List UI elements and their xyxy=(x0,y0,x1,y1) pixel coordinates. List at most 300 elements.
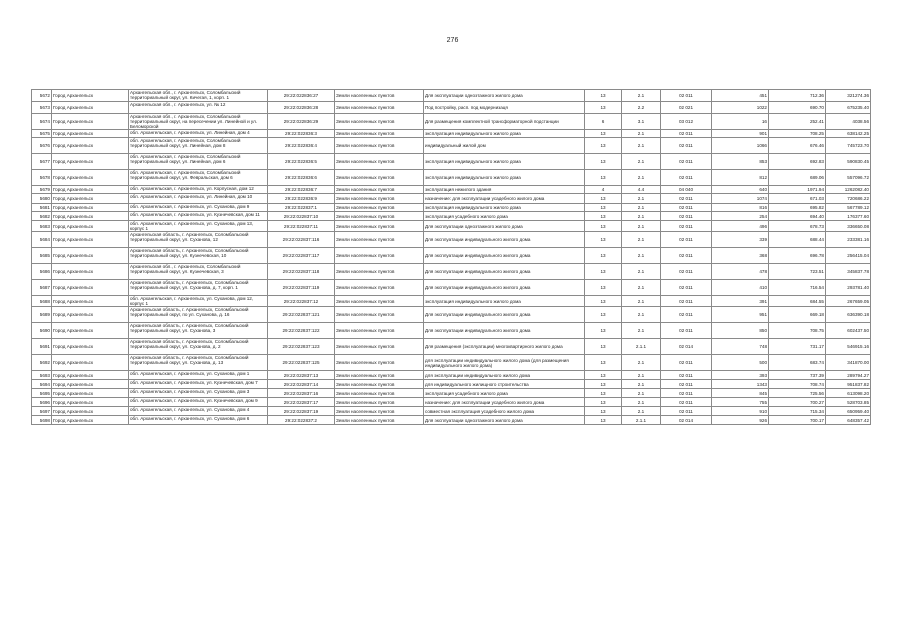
cell-city: Город Архангельск xyxy=(52,380,129,389)
cell-city: Город Архангельск xyxy=(52,194,129,204)
cell-addr: Архангельская обл., г. Архангельск, Соломбальский территориальный округ, ул. Кузнечевская, 3 xyxy=(129,264,268,280)
table-row xyxy=(32,248,871,264)
cell-area: 496 xyxy=(712,221,769,232)
cell-okato: 04 040 xyxy=(661,186,712,194)
cell-addr: обл. Архангельская, г. Архангельск, Соломбальский территориальный округ, ул. Линейная, дом 6 xyxy=(129,154,268,170)
cell-cat: Земли населенных пунктов xyxy=(335,130,424,138)
cell-area: 1343 xyxy=(712,380,769,389)
cell-okato: 03 012 xyxy=(661,114,712,130)
table-row xyxy=(32,380,871,389)
cell-cad: 29:22:022836:28 xyxy=(268,102,335,114)
cell-cad: 29:22:022836:5 xyxy=(268,154,335,170)
cell-okato: 02 011 xyxy=(661,130,712,138)
cell-use: для эксплуатации индивидуального жилого дома (для размещения индивидуального жилого дома) xyxy=(424,355,585,371)
cell-n: 5680 xyxy=(32,194,52,204)
cell-n: 5688 xyxy=(32,296,52,307)
cell-use: Для эксплуатации одноэтажного жилого дома xyxy=(424,90,585,102)
table-row xyxy=(32,221,871,232)
cell-n: 5684 xyxy=(32,232,52,248)
cell-addr: Архангельская область, г. Архангельск, Соломбальский территориальный округ, ул. Суханова, 12 xyxy=(129,232,268,248)
cell-code: 13 xyxy=(585,154,622,170)
table-row xyxy=(32,232,871,248)
cell-code: 13 xyxy=(585,264,622,280)
cell-spec: 252.41 xyxy=(769,114,826,130)
cell-code: 13 xyxy=(585,339,622,355)
cell-spec: 696.78 xyxy=(769,248,826,264)
cell-zone: 2.1 xyxy=(622,90,661,102)
cell-addr: обл. Архангельская, г. Архангельск, ул. Суханова, дом 6 xyxy=(129,416,268,425)
cell-spec: 700.17 xyxy=(769,416,826,425)
cell-cat: Земли населенных пунктов xyxy=(335,339,424,355)
cell-code: 13 xyxy=(585,323,622,339)
cell-addr: обл. Архангельская, г. Архангельск, Соломбальский территориальный округ, ул. Февральская, дом 6 xyxy=(129,170,268,186)
cell-n: 5685 xyxy=(32,248,52,264)
land-registry-table xyxy=(31,89,871,425)
cell-n: 5690 xyxy=(32,323,52,339)
cell-area: 1066 xyxy=(712,138,769,154)
cell-cat: Земли населенных пунктов xyxy=(335,102,424,114)
cell-cat: Земли населенных пунктов xyxy=(335,389,424,398)
cell-cat: Земли населенных пунктов xyxy=(335,114,424,130)
table-row xyxy=(32,398,871,407)
cell-cat: Земли населенных пунктов xyxy=(335,232,424,248)
cell-spec: 700.27 xyxy=(769,398,826,407)
cell-zone: 2.1 xyxy=(622,307,661,323)
cell-cat: Земли населенных пунктов xyxy=(335,221,424,232)
cell-zone: 2.1 xyxy=(622,280,661,296)
cell-val: 557096.72 xyxy=(826,170,871,186)
cell-use: Для эксплуатации одноэтажного жилого дома xyxy=(424,416,585,425)
cell-n: 5682 xyxy=(32,212,52,221)
cell-okato: 02 011 xyxy=(661,307,712,323)
cell-area: 478 xyxy=(712,264,769,280)
cell-n: 5683 xyxy=(32,221,52,232)
cell-spec: 694.40 xyxy=(769,212,826,221)
table-row xyxy=(32,90,871,102)
cell-city: Город Архангельск xyxy=(52,389,129,398)
cell-zone: 2.1 xyxy=(622,296,661,307)
cell-val: 720686.22 xyxy=(826,194,871,204)
cell-n: 5695 xyxy=(32,389,52,398)
cell-val: 638142.25 xyxy=(826,130,871,138)
cell-zone: 2.1.1 xyxy=(622,416,661,425)
cell-city: Город Архангельск xyxy=(52,154,129,170)
cell-city: Город Архангельск xyxy=(52,323,129,339)
cell-okato: 02 011 xyxy=(661,264,712,280)
cell-addr: Архангельская область, г. Архангельск, Соломбальский территориальный округ, по ул. Суханова, д. 16 xyxy=(129,307,268,323)
cell-use: эксплуатация усадебного жилого дома xyxy=(424,212,585,221)
cell-area: 254 xyxy=(712,212,769,221)
cell-spec: 689.06 xyxy=(769,170,826,186)
table-row xyxy=(32,355,871,371)
cell-cat: Земли населенных пунктов xyxy=(335,90,424,102)
cell-area: 951 xyxy=(712,307,769,323)
cell-val: 602437.50 xyxy=(826,323,871,339)
cell-city: Город Архангельск xyxy=(52,232,129,248)
table-row xyxy=(32,407,871,416)
cell-spec: 688.44 xyxy=(769,232,826,248)
cell-val: 567789.12 xyxy=(826,204,871,212)
table-row xyxy=(32,194,871,204)
cell-area: 901 xyxy=(712,130,769,138)
cell-zone: 2.1 xyxy=(622,264,661,280)
cell-val: 528703.85 xyxy=(826,398,871,407)
cell-use: для эксплуатации индивидуального жилого дома xyxy=(424,371,585,380)
cell-code: 13 xyxy=(585,380,622,389)
cell-cat: Земли населенных пунктов xyxy=(335,416,424,425)
cell-code: 13 xyxy=(585,398,622,407)
cell-n: 5697 xyxy=(32,407,52,416)
table-row xyxy=(32,138,871,154)
cell-okato: 02 011 xyxy=(661,204,712,212)
cell-spec: 692.83 xyxy=(769,154,826,170)
cell-use: индивидуальный жилой дом xyxy=(424,138,585,154)
cell-addr: Архангельская обл., г. Архангельск, Соломбальский территориальный округ, ул. Кичегая, 1, корп. 1 xyxy=(129,90,268,102)
cell-spec: 737.39 xyxy=(769,371,826,380)
cell-okato: 02 011 xyxy=(661,90,712,102)
cell-cat: Земли населенных пунктов xyxy=(335,248,424,264)
cell-addr: обл. Архангельская, г. Архангельск, ул. Суханова, дом 13, корпус 1 xyxy=(129,221,268,232)
table-body xyxy=(32,90,871,425)
table-row xyxy=(32,170,871,186)
cell-use: эксплуатация индивидуального жилого дома xyxy=(424,154,585,170)
cell-use: эксплуатация индивидуального жилого дома xyxy=(424,130,585,138)
cell-n: 5678 xyxy=(32,170,52,186)
cell-cat: Земли населенных пунктов xyxy=(335,407,424,416)
cell-use: Для эксплуатации индивидуального жилого дома xyxy=(424,248,585,264)
cell-city: Город Архангельск xyxy=(52,371,129,380)
cell-cat: Земли населенных пунктов xyxy=(335,204,424,212)
cell-use: Для размещения (эксплуатации) многоквартирного жилого дома xyxy=(424,339,585,355)
cell-cat: Земли населенных пунктов xyxy=(335,371,424,380)
cell-code: 13 xyxy=(585,371,622,380)
cell-addr: обл. Архангельская, г. Архангельск, ул. Суханова, дом 3 xyxy=(129,389,268,398)
cell-area: 451 xyxy=(712,90,769,102)
cell-okato: 02 011 xyxy=(661,170,712,186)
cell-code: 13 xyxy=(585,296,622,307)
cell-city: Город Архангельск xyxy=(52,204,129,212)
cell-spec: 669.18 xyxy=(769,307,826,323)
cell-spec: 715.34 xyxy=(769,407,826,416)
cell-okato: 02 011 xyxy=(661,138,712,154)
table-row xyxy=(32,389,871,398)
cell-spec: 708.75 xyxy=(769,323,826,339)
cell-code: 13 xyxy=(585,355,622,371)
cell-cat: Земли населенных пунктов xyxy=(335,170,424,186)
cell-cad: 29:22:022836:6 xyxy=(268,170,335,186)
cell-area: 16 xyxy=(712,114,769,130)
cell-city: Город Архангельск xyxy=(52,339,129,355)
cell-n: 5675 xyxy=(32,130,52,138)
cell-zone: 2.1 xyxy=(622,232,661,248)
cell-addr: обл. Архангельская, г. Архангельск, ул. Корпусная, дом 12 xyxy=(129,186,268,194)
cell-zone: 2.1 xyxy=(622,323,661,339)
table-row xyxy=(32,371,871,380)
cell-cad: 29:22:022837:1 xyxy=(268,204,335,212)
cell-val: 345837.78 xyxy=(826,264,871,280)
cell-area: 812 xyxy=(712,170,769,186)
cell-area: 748 xyxy=(712,339,769,355)
cell-val: 650959.40 xyxy=(826,407,871,416)
cell-okato: 02 021 xyxy=(661,102,712,114)
cell-cad: 29:22:022837:122 xyxy=(268,323,335,339)
cell-city: Город Архангельск xyxy=(52,114,129,130)
cell-cat: Земли населенных пунктов xyxy=(335,355,424,371)
cell-val: 176377.60 xyxy=(826,212,871,221)
table-row xyxy=(32,416,871,425)
cell-val: 336650.08 xyxy=(826,221,871,232)
cell-zone: 2.1 xyxy=(622,248,661,264)
cell-okato: 02 011 xyxy=(661,398,712,407)
cell-cad: 29:22:022836:4 xyxy=(268,138,335,154)
cell-code: 13 xyxy=(585,307,622,323)
cell-addr: обл. Архангельская, г. Архангельск, ул. Суханова, дом 12, корпус 1 xyxy=(129,296,268,307)
cell-okato: 02 011 xyxy=(661,407,712,416)
cell-code: 13 xyxy=(585,138,622,154)
table-row xyxy=(32,114,871,130)
cell-okato: 02 011 xyxy=(661,371,712,380)
cell-n: 5673 xyxy=(32,102,52,114)
cell-city: Город Архангельск xyxy=(52,248,129,264)
table-row xyxy=(32,264,871,280)
cell-area: 845 xyxy=(712,389,769,398)
cell-cad: 29:22:022837:13 xyxy=(268,371,335,380)
cell-zone: 2.1 xyxy=(622,194,661,204)
cell-okato: 02 011 xyxy=(661,212,712,221)
cell-val: 289794.27 xyxy=(826,371,871,380)
cell-val: 675235.40 xyxy=(826,102,871,114)
cell-zone: 3.1 xyxy=(622,114,661,130)
cell-code: 13 xyxy=(585,389,622,398)
cell-okato: 02 011 xyxy=(661,154,712,170)
cell-cad: 29:22:022837:19 xyxy=(268,407,335,416)
cell-val: 341870.00 xyxy=(826,355,871,371)
cell-use: Для размещения комплектной трансформаторной подстанции xyxy=(424,114,585,130)
cell-addr: обл. Архангельская, г. Архангельск, ул. Кузнечевская, дом 11 xyxy=(129,212,268,221)
cell-code: 13 xyxy=(585,248,622,264)
cell-area: 755 xyxy=(712,398,769,407)
cell-cat: Земли населенных пунктов xyxy=(335,154,424,170)
table-row xyxy=(32,307,871,323)
cell-val: 321274.36 xyxy=(826,90,871,102)
cell-spec: 690.70 xyxy=(769,102,826,114)
cell-cat: Земли населенных пунктов xyxy=(335,323,424,339)
cell-n: 5692 xyxy=(32,355,52,371)
cell-city: Город Архангельск xyxy=(52,212,129,221)
cell-okato: 02 011 xyxy=(661,389,712,398)
cell-city: Город Архангельск xyxy=(52,280,129,296)
cell-use: Под постройку, расп. под модернизаця xyxy=(424,102,585,114)
cell-cad: 29:22:022836:9 xyxy=(268,194,335,204)
cell-city: Город Архангельск xyxy=(52,355,129,371)
cell-area: 391 xyxy=(712,296,769,307)
cell-code: 13 xyxy=(585,232,622,248)
cell-city: Город Архангельск xyxy=(52,170,129,186)
cell-area: 853 xyxy=(712,154,769,170)
cell-city: Город Архангельск xyxy=(52,296,129,307)
cell-spec: 716.54 xyxy=(769,280,826,296)
cell-okato: 02 014 xyxy=(661,339,712,355)
cell-zone: 2.1 xyxy=(622,355,661,371)
cell-zone: 2.1 xyxy=(622,212,661,221)
cell-city: Город Архангельск xyxy=(52,102,129,114)
cell-cad: 29:22:022837:125 xyxy=(268,355,335,371)
cell-addr: обл. Архангельская, г. Архангельск, ул. Суханова, дом 9 xyxy=(129,204,268,212)
cell-val: 1262082.40 xyxy=(826,186,871,194)
cell-use: Для эксплуатации одноэтажного жилого дома xyxy=(424,221,585,232)
cell-use: Для эксплуатации индивидуального жилого дома xyxy=(424,232,585,248)
cell-cad: 29:22:022836:7 xyxy=(268,186,335,194)
cell-zone: 2.1 xyxy=(622,380,661,389)
cell-code: 13 xyxy=(585,280,622,296)
cell-code: 6 xyxy=(585,114,622,130)
cell-spec: 671.03 xyxy=(769,194,826,204)
cell-okato: 02 014 xyxy=(661,416,712,425)
cell-cat: Земли населенных пунктов xyxy=(335,398,424,407)
cell-zone: 4.4 xyxy=(622,186,661,194)
cell-val: 267659.05 xyxy=(826,296,871,307)
cell-use: для индивидуального жилищного строительства xyxy=(424,380,585,389)
cell-addr: Архангельская область, г. Архангельск, Соломбальский территориальный округ, ул. Суханова, д. 13 xyxy=(129,355,268,371)
cell-n: 5687 xyxy=(32,280,52,296)
cell-code: 13 xyxy=(585,416,622,425)
cell-spec: 708.74 xyxy=(769,380,826,389)
cell-spec: 678.73 xyxy=(769,221,826,232)
cell-zone: 2.1 xyxy=(622,398,661,407)
cell-addr: Архангельская область, г. Архангельск, Соломбальский территориальный округ, ул. Кузнечевская, 10 xyxy=(129,248,268,264)
table-row xyxy=(32,323,871,339)
cell-area: 368 xyxy=(712,248,769,264)
cell-cad: 29:22:022836:29 xyxy=(268,114,335,130)
cell-code: 4 xyxy=(585,186,622,194)
cell-okato: 02 011 xyxy=(661,380,712,389)
cell-zone: 2.2 xyxy=(622,102,661,114)
cell-use: эксплуатация индивидуального жилого дома xyxy=(424,170,585,186)
cell-cat: Земли населенных пунктов xyxy=(335,264,424,280)
cell-code: 13 xyxy=(585,407,622,416)
cell-area: 393 xyxy=(712,371,769,380)
cell-area: 926 xyxy=(712,416,769,425)
cell-n: 5691 xyxy=(32,339,52,355)
cell-cad: 29:22:022837:117 xyxy=(268,248,335,264)
cell-city: Город Архангельск xyxy=(52,307,129,323)
cell-city: Город Архангельск xyxy=(52,264,129,280)
cell-n: 5681 xyxy=(32,204,52,212)
cell-code: 13 xyxy=(585,221,622,232)
cell-val: 613098.20 xyxy=(826,389,871,398)
cell-addr: Архангельская обл., г. Архангельск, ул. № 12 xyxy=(129,102,268,114)
cell-okato: 02 011 xyxy=(661,248,712,264)
cell-use: Для эксплуатации индивидуального жилого дома xyxy=(424,264,585,280)
table-row xyxy=(32,280,871,296)
cell-area: 1022 xyxy=(712,102,769,114)
cell-city: Город Архангельск xyxy=(52,407,129,416)
cell-zone: 2.1 xyxy=(622,130,661,138)
cell-spec: 684.55 xyxy=(769,296,826,307)
table-row xyxy=(32,154,871,170)
cell-val: 233381.16 xyxy=(826,232,871,248)
cell-cad: 29:22:022837:17 xyxy=(268,398,335,407)
cell-n: 5694 xyxy=(32,380,52,389)
cell-addr: Архангельская область, г. Архангельск, Соломбальский территориальный округ, ул. Суханова, 3 xyxy=(129,323,268,339)
cell-city: Город Архангельск xyxy=(52,130,129,138)
cell-val: 293781.40 xyxy=(826,280,871,296)
table-row xyxy=(32,130,871,138)
cell-code: 13 xyxy=(585,170,622,186)
cell-zone: 2.1 xyxy=(622,389,661,398)
cell-zone: 2.1.1 xyxy=(622,339,661,355)
cell-use: назначение: для эксплуатации усадебного жилого дома xyxy=(424,194,585,204)
cell-okato: 02 011 xyxy=(661,296,712,307)
cell-n: 5677 xyxy=(32,154,52,170)
cell-cat: Земли населенных пунктов xyxy=(335,138,424,154)
cell-addr: Архангельская область, г. Архангельск, Соломбальский территориальный округ, ул. Суханова, д. 7, корп. 1 xyxy=(129,280,268,296)
cell-use: назначение: для эксплуатации усадебного жилого дома xyxy=(424,398,585,407)
cell-addr: обл. Архангельская, г. Архангельск, ул. Кузнечевская, дом 9 xyxy=(129,398,268,407)
table-row xyxy=(32,102,871,114)
cell-city: Город Архангельск xyxy=(52,416,129,425)
cell-city: Город Архангельск xyxy=(52,138,129,154)
cell-code: 13 xyxy=(585,204,622,212)
cell-cad: 29:22:022837:16 xyxy=(268,389,335,398)
cell-zone: 2.1 xyxy=(622,204,661,212)
table-row xyxy=(32,186,871,194)
cell-cad: 29:22:022837:119 xyxy=(268,280,335,296)
cell-city: Город Архангельск xyxy=(52,398,129,407)
cell-zone: 2.1 xyxy=(622,154,661,170)
cell-use: эксплуатация усадебного жилого дома xyxy=(424,389,585,398)
cell-n: 5698 xyxy=(32,416,52,425)
cell-cad: 29:22:022837:11 xyxy=(268,221,335,232)
cell-addr: Архангельская область, г. Архангельск, Соломбальский территориальный округ, ул. Суханова, д. 2 xyxy=(129,339,268,355)
cell-cat: Земли населенных пунктов xyxy=(335,296,424,307)
cell-n: 5676 xyxy=(32,138,52,154)
cell-zone: 2.1 xyxy=(622,221,661,232)
cell-addr: обл. Архангельская, г. Архангельск, Соломбальский территориальный округ, ул. Линейная, дом 8 xyxy=(129,138,268,154)
cell-n: 5674 xyxy=(32,114,52,130)
table-row xyxy=(32,204,871,212)
cell-cad: 29:22:022837:118 xyxy=(268,264,335,280)
cell-area: 816 xyxy=(712,204,769,212)
cell-addr: Архангельская обл., г. Архангельск, Соломбальский территориальный округ, на пересечении ул. Линейной и ул. Беломорской xyxy=(129,114,268,130)
cell-cad: 29:22:022836:27 xyxy=(268,90,335,102)
cell-val: 636390.18 xyxy=(826,307,871,323)
cell-val: 951837.82 xyxy=(826,380,871,389)
cell-val: 4038.56 xyxy=(826,114,871,130)
cell-addr: обл. Архангельская, г. Архангельск, ул. Кузнечевская, дом 7 xyxy=(129,380,268,389)
cell-use: Для эксплуатации индивидуального жилого дома xyxy=(424,280,585,296)
cell-cat: Земли населенных пунктов xyxy=(335,186,424,194)
cell-addr: обл. Архангельская, г. Архангельск, ул. Суханова, дом 4 xyxy=(129,407,268,416)
cell-cat: Земли населенных пунктов xyxy=(335,380,424,389)
cell-cat: Земли населенных пунктов xyxy=(335,212,424,221)
cell-cad: 29:22:022837:12 xyxy=(268,296,335,307)
cell-spec: 683.74 xyxy=(769,355,826,371)
cell-use: эксплуатация нежилого здания xyxy=(424,186,585,194)
cell-okato: 02 011 xyxy=(661,280,712,296)
cell-val: 546915.16 xyxy=(826,339,871,355)
cell-area: 1074 xyxy=(712,194,769,204)
cell-spec: 712.36 xyxy=(769,90,826,102)
cell-area: 500 xyxy=(712,355,769,371)
cell-use: Для эксплуатации индивидуального жилого дома xyxy=(424,323,585,339)
cell-addr: обл. Архангельская, г. Архангельск, ул. Линейная, дом 10 xyxy=(129,194,268,204)
cell-addr: обл. Архангельская, г. Архангельск, ул. Линейная, дом 4 xyxy=(129,130,268,138)
cell-n: 5679 xyxy=(32,186,52,194)
cell-cad: 29:22:022836:3 xyxy=(268,130,335,138)
cell-cat: Земли населенных пунктов xyxy=(335,280,424,296)
cell-cad: 29:22:022837:116 xyxy=(268,232,335,248)
